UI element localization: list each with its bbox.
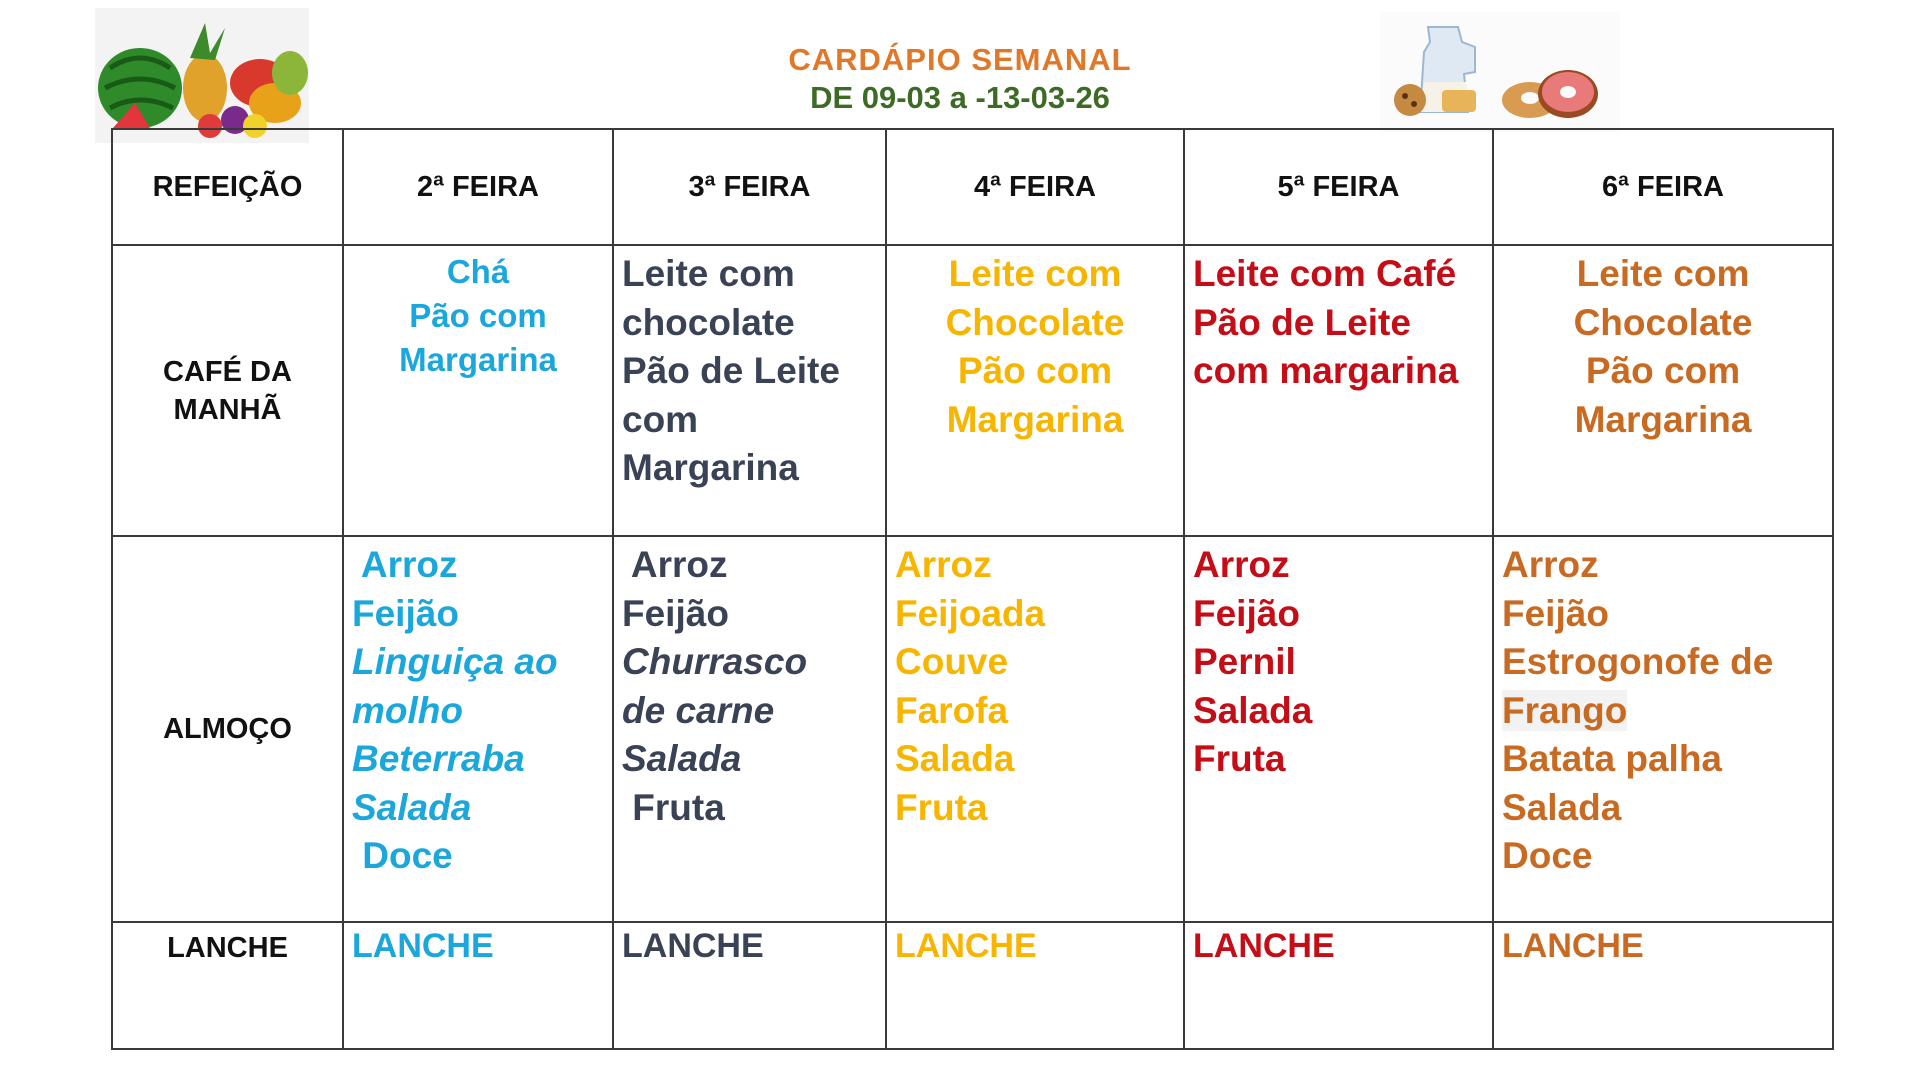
breakfast-friday [1493, 245, 1833, 536]
menu-item: Margarina [946, 398, 1124, 440]
day-header-thursday: 5ª FEIRA [1184, 129, 1493, 245]
menu-item: Pão com [957, 350, 1113, 391]
header-row [112, 129, 1833, 245]
menu-item: Chocolate [1573, 301, 1753, 343]
menu-item: Salada [1193, 689, 1313, 731]
meal-column-header: REFEIÇÃO [112, 129, 343, 245]
day-header-tuesday: 3ª FEIRA [613, 129, 886, 245]
menu-item: Churrasco [622, 641, 808, 682]
lunch-thursday [1184, 536, 1493, 922]
menu-item: Salada [352, 786, 472, 828]
menu-item: molho [352, 689, 463, 731]
lunch-friday [1493, 536, 1833, 922]
menu-item: Feijão [1193, 592, 1300, 634]
menu-item: Beterraba [352, 738, 525, 779]
breakfast-row [112, 245, 1833, 536]
breakfast-wednesday [886, 245, 1184, 536]
meal-label-breakfast-text: CAFÉ DA MANHÃ [163, 355, 292, 426]
menu-item: Pernil [1193, 641, 1296, 682]
menu-item: Pão com [1585, 350, 1741, 391]
menu-item: Doce [352, 835, 453, 876]
menu-item: Arroz [895, 544, 992, 585]
menu-item: Chá [446, 253, 510, 290]
menu-item: Arroz [1502, 544, 1599, 585]
snack-row [112, 922, 1833, 1049]
meal-label-breakfast [112, 245, 343, 536]
meal-label-lunch: ALMOÇO [112, 536, 343, 922]
menu-item [1502, 687, 1824, 736]
menu-item: Estrogonofe de [1502, 641, 1774, 682]
menu-item: Feijão [622, 592, 729, 634]
menu-item: Fruta [895, 786, 988, 828]
menu-item-highlighted: Frango [1502, 689, 1628, 731]
snack-wednesday: LANCHE [886, 922, 1184, 1049]
day-header-wednesday: 4ª FEIRA [886, 129, 1184, 245]
menu-item: Leite com [948, 253, 1122, 294]
lunch-monday [343, 536, 613, 922]
menu-item: Batata palha [1502, 738, 1723, 779]
menu-item: com [622, 398, 699, 440]
menu-item: Salada [1502, 786, 1622, 828]
menu-item: Fruta [622, 786, 725, 828]
breakfast-monday [343, 245, 613, 536]
menu-item: Margarina [1574, 398, 1752, 440]
meal-label-snack: LANCHE [112, 922, 343, 1049]
lunch-tuesday [613, 536, 886, 922]
lunch-row [112, 536, 1833, 922]
date-range: DE 09-03 a -13-03-26 [810, 80, 1110, 115]
menu-item: Pão de Leite [622, 350, 840, 391]
menu-item: Arroz [622, 544, 728, 585]
menu-item: Salada [895, 738, 1015, 779]
menu-item: Pão com [409, 297, 547, 334]
menu-item: Feijoada [895, 592, 1046, 634]
menu-item: Leite com [622, 253, 795, 294]
menu-title: CARDÁPIO SEMANAL [788, 42, 1132, 77]
menu-item: Linguiça ao [352, 641, 558, 682]
menu-item: Salada [622, 738, 742, 779]
menu-item: Leite com Café [1193, 253, 1457, 294]
menu-item: Arroz [352, 544, 458, 585]
day-header-friday: 6ª FEIRA [1493, 129, 1833, 245]
snack-monday: LANCHE [343, 922, 613, 1049]
menu-item: Pão de Leite [1193, 301, 1411, 343]
lunch-wednesday [886, 536, 1184, 922]
weekly-menu-table [111, 128, 1834, 1050]
menu-item: Margarina [622, 447, 799, 488]
day-header-monday: 2ª FEIRA [343, 129, 613, 245]
menu-item: Doce [1502, 835, 1593, 876]
menu-item: Margarina [399, 341, 557, 378]
menu-item: Chocolate [945, 301, 1125, 343]
snack-friday: LANCHE [1493, 922, 1833, 1049]
menu-item: chocolate [622, 301, 795, 343]
menu-item: Farofa [895, 689, 1009, 731]
menu-item: Feijão [352, 592, 459, 634]
menu-item: Feijão [1502, 592, 1609, 634]
snack-thursday: LANCHE [1184, 922, 1493, 1049]
breakfast-thursday [1184, 245, 1493, 536]
menu-item: Couve [895, 641, 1009, 682]
menu-item: Arroz [1193, 544, 1290, 585]
menu-item: com margarina [1193, 350, 1459, 391]
breakfast-tuesday [613, 245, 886, 536]
menu-item: de carne [622, 689, 775, 731]
menu-item: Fruta [1193, 738, 1286, 779]
menu-item: Leite com [1576, 253, 1750, 294]
snack-tuesday: LANCHE [613, 922, 886, 1049]
